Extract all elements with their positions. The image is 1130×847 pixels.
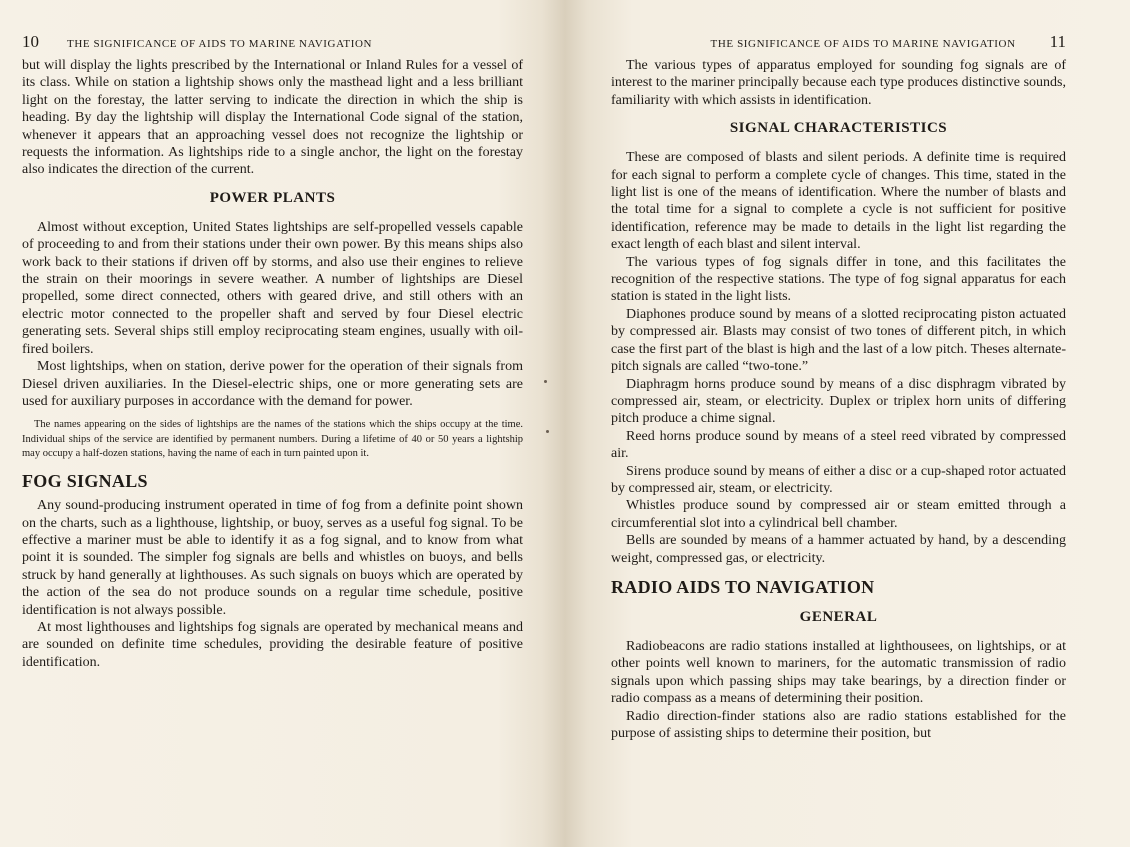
paragraph: Sirens produce sound by means of either a disc or a cup-shaped rotor actuated by compressed air, steam, or electricity. xyxy=(611,463,1066,496)
footnote: The names appearing on the sides of lightships are the names of the stations which the ships occupy at the time. Individual ships of the service are identified by permanent numbers. During a lifetime of 40 or 50 years a lightship may occupy a half-dozen stations, having the name of each in turn painted upon it. xyxy=(22,419,523,459)
paragraph: Reed horns produce sound by means of a steel reed vibrated by compressed air. xyxy=(611,428,1066,462)
paragraph: Whistles produce sound by compressed air or steam emitted through a circumferential slot into a cylindrical bell chamber. xyxy=(611,498,1066,531)
paragraph: Bells are sounded by means of a hammer actuated by hand, by a descending weight, compressed gas, or electricity. xyxy=(611,533,1066,566)
section-heading-power-plants: POWER PLANTS xyxy=(209,189,336,206)
paragraph: At most lighthouses and lightships fog signals are operated by mechanical means and are sounded on definite time schedules, providing the desirable feature of positive identification. xyxy=(22,620,523,670)
paragraph: The various types of fog signals differ in tone, and this facilitates the recognition of the respective stations. The type of fog signal apparatus for each station is stated in the light lists. xyxy=(611,254,1066,305)
section-heading-radio-aids: RADIO AIDS TO NAVIGATION xyxy=(611,576,875,597)
paragraph: The various types of apparatus employed for sounding fog signals are of interest to the mariner principally because each type produces distinctive sounds, familiarity with which assists in identification. xyxy=(611,58,1066,108)
subsection-heading-general: GENERAL xyxy=(799,608,878,625)
page-number: 11 xyxy=(1049,32,1066,51)
paragraph: but will display the lights prescribed by the International or Inland Rules for a vessel of its class. While on station a lightship shows only the masthead light and a less brilliant light on the forestay, the latter serving to indicate the direction in which the ship is heading. By day the lightship will display the International Code signal of the station, whenever it appears that an approaching vessel does not recognize the lightship or requests the information. As lightships ride to a single anchor, the light on the forestay also indicates the direction of the current. xyxy=(22,58,523,178)
paragraph: Diaphragm horns produce sound by means of a disc disphragm vibrated by compressed air, steam, or electricity. Duplex or triplex horn units of differing pitch produce a chime signal. xyxy=(611,376,1066,427)
paragraph: Diaphones produce sound by means of a slotted reciprocating piston actuated by compressed air. Blasts may consist of two tones of different pitch, in which case the first part of the blast is high and the last of a low pitch. Theses alternate-pitch signals are called “two-tone.” xyxy=(611,306,1066,375)
paragraph: Any sound-producing instrument operated in time of fog from a definite point shown on the charts, such as a lighthouse, lightship, or buoy, serves as a useful fog signal. To be effective a mariner must be able to identify it as a fog signal, and to know from what point it is sounded. The simpler fog signals are bells and whistles on buoys, and bells struck by hand generally at lighthouses. As such signals on buoys which are operated by the action of the sea do not produce sounds on a regular time schedule, positive identification is not always possible. xyxy=(22,498,523,618)
page-number: 10 xyxy=(22,32,39,51)
section-heading-signal-characteristics: SIGNAL CHARACTERISTICS xyxy=(729,120,948,137)
paragraph: These are composed of blasts and silent periods. A definite time is required for each signal to perform a complete cycle of changes. This time, stated in the light list is one of the means of identification. Where the number of blasts and the total time for a signal to complete a cycle is not sufficient for positive identification, reference may be made to details in the light list regarding the exact length of each blast and silent interval. xyxy=(611,150,1066,253)
paper-speck xyxy=(544,380,547,383)
running-head-title: THE SIGNIFICANCE OF AIDS TO MARINE NAVIGATION xyxy=(710,38,1016,50)
running-head-left xyxy=(22,32,523,52)
running-head-right xyxy=(611,32,1066,52)
right-page xyxy=(565,0,1130,847)
running-head-title: THE SIGNIFICANCE OF AIDS TO MARINE NAVIGATION xyxy=(67,38,373,50)
section-heading-fog-signals: FOG SIGNALS xyxy=(22,471,148,492)
paragraph: Most lightships, when on station, derive power for the operation of their signals from Diesel driven auxiliaries. In the Diesel-electric ships, one or more generating sets are used for auxiliary purposes in accordance with the demand for power. xyxy=(22,359,523,409)
paper-speck xyxy=(546,430,549,433)
paragraph: Radio direction-finder stations also are radio stations established for the purpose of assisting ships to determine their position, but xyxy=(611,708,1066,741)
paragraph: Almost without exception, United States lightships are self-propelled vessels capable of proceeding to and from their stations under their own power. By this means ships also work back to their stations if driven off by storms, and also use their engines to relieve the strain on their moorings in severe weather. A number of lightships are Diesel propelled, some direct connected, others with geared drive, and still others with an electric motor connected to the propeller shaft and served by four Diesel electric generating sets. Several ships still employ reciprocating steam engines, usually with oil-fired boilers. xyxy=(22,219,523,357)
paragraph: Radiobeacons are radio stations installed at lighthousees, on lightships, or at other points well known to mariners, for the automatic transmission of radio signals upon which passing ships may take bearings, by a direction finder or radio compass as a means of determining their position. xyxy=(611,638,1066,707)
